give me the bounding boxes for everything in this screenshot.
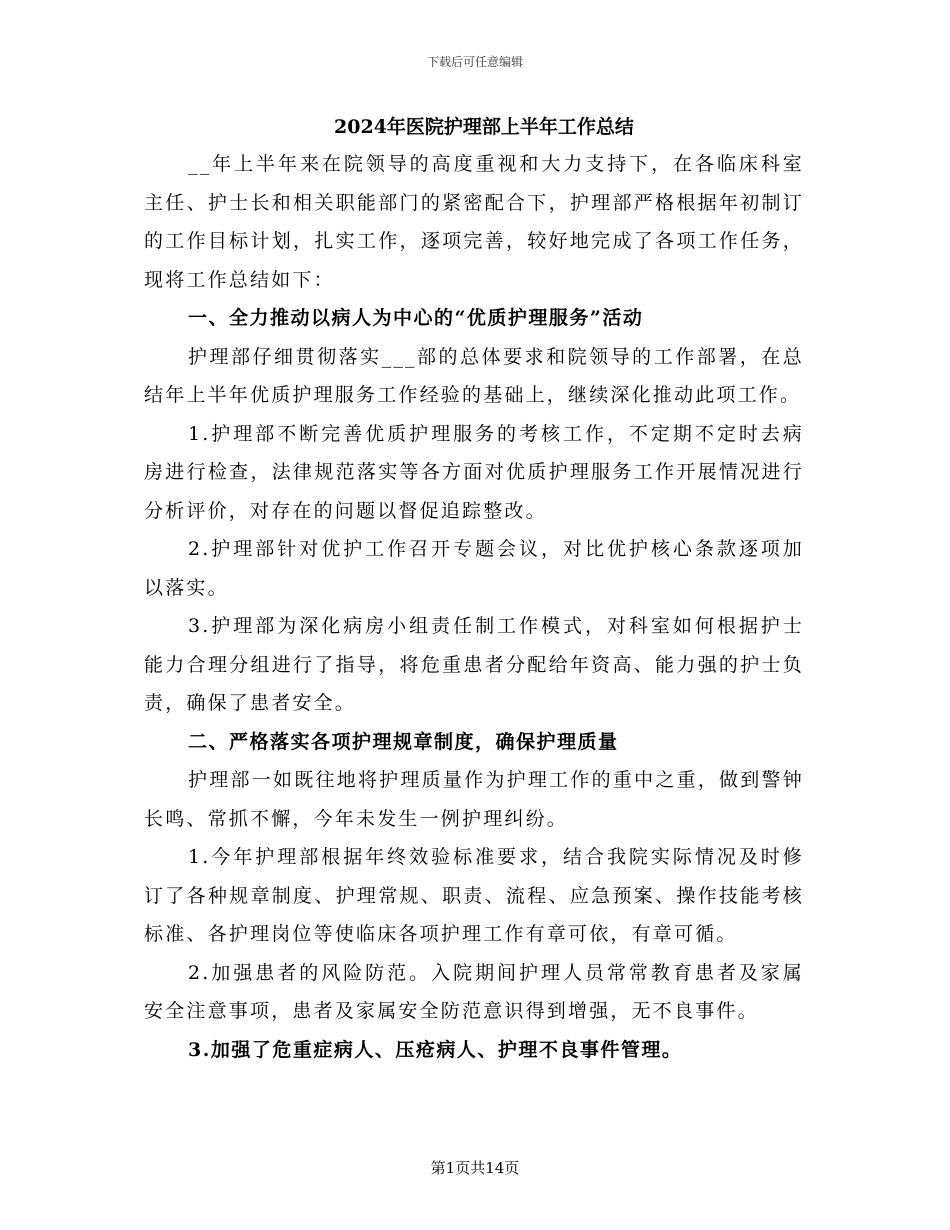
section2-lead: 护理部一如既往地将护理质量作为护理工作的重中之重，做到警钟长鸣、常抓不懈，今年未发生一例护理纠纷。 (144, 769, 804, 830)
section1-item2: 2.护理部针对优护工作召开专题会议，对比优护核心条款逐项加以落实。 (144, 538, 804, 599)
section1-item3: 3.护理部为深化病房小组责任制工作模式，对科室如何根据护士能力合理分组进行了指导，将危重患者分配给年资高、能力强的护士负责，确保了患者安全。 (144, 615, 804, 714)
section2-item3: 3.加强了危重症病人、压疮病人、护理不良事件管理。 (188, 1038, 683, 1061)
section2-item1: 1.今年护理部根据年终效验标准要求，结合我院实际情况及时修订了各种规章制度、护理常规、职责、流程、应急预案、操作技能考核标准、各护理岗位等使临床各项护理工作有章可依，有章可循。 (144, 846, 804, 945)
header-note: 下载后可任意编辑 (426, 55, 523, 69)
document-body (144, 112, 804, 1069)
section1-item1: 1.护理部不断完善优质护理服务的考核工作，不定期不定时去病房进行检查，法律规范落实等各方面对优质护理服务工作开展情况进行分析评价，对存在的问题以督促追踪整改。 (144, 422, 804, 522)
section2-item2: 2.加强患者的风险防范。入院期间护理人员常常教育患者及家属安全注意事项，患者及家属安全防范意识得到增强，无不良事件。 (144, 961, 804, 1022)
section1-lead: 护理部仔细贯彻落实___部的总体要求和院领导的工作部署，在总结年上半年优质护理服务工作经验的基础上，继续深化推动此项工作。 (144, 345, 804, 406)
intro-paragraph: __年上半年来在院领导的高度重视和大力支持下，在各临床科室主任、护士长和相关职能部门的紧密配合下，护理部严格根据年初制订的工作目标计划，扎实工作，逐项完善，较好地完成了各项工作任务，现将工作总结如下： (144, 153, 804, 291)
page-footer: 第1页共14页 (430, 1159, 520, 1177)
section1-heading: 一、全力推动以病人为中心的“优质护理服务”活动 (188, 307, 644, 329)
document-title: 2024年医院护理部上半年工作总结 (334, 116, 634, 138)
section2-heading: 二、严格落实各项护理规章制度，确保护理质量 (188, 730, 619, 753)
